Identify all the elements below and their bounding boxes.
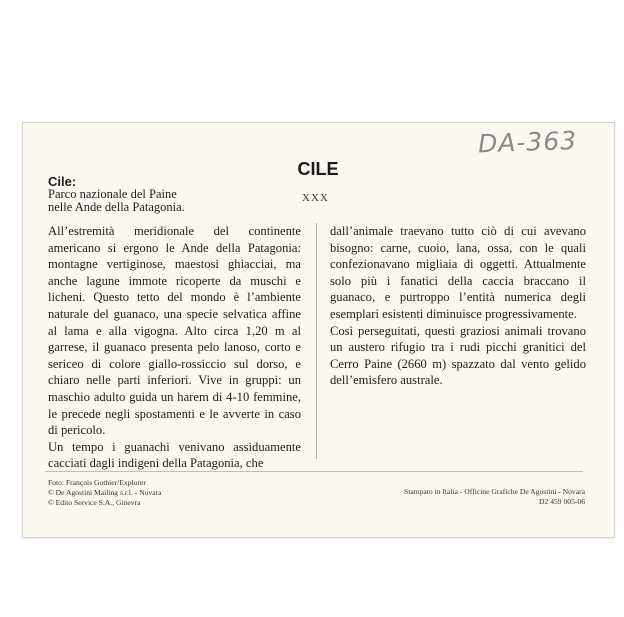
right-text-column [330,223,586,389]
printer-line: Stampato in Italia - Officine Grafiche De Agostini - Novara [404,487,585,496]
column-divider [316,223,317,459]
paragraph: Un tempo i guanachi venivano assiduamente cacciati dagli indigeni della Patagonia, che [48,439,301,471]
paragraph: dall’animale traevano tutto ciò di cui avevano bisogno: carne, cuoio, lana, ossa, con le quali confezionavano migliaia di oggetti. Attualmente solo più i fanatici della caccia braccano il guanaco, e purtroppo l’entità numerica degli esemplari esistenti diminuisce progressivamente. [330,224,586,321]
caption-line: Parco nazionale del Paine [48,187,177,201]
photo-credits [48,478,308,508]
paragraph: Così perseguitati, questi graziosi animali trovano un austero rifugio tra i rudi picchi granitici del Cerro Paine (2660 m) spazzato dal vento gelido dell’emisfero australe. [330,323,586,388]
caption-line: nelle Ande della Patagonia. [48,200,185,214]
postcard [22,122,615,538]
paragraph: All’estremità meridionale del continente americano si ergono le Ande della Patagonia: montagne vertiginose, maestosi ghiacciai, ma anche lagune immote ricoperte da muschi e licheni. Questo tetto del mondo è l’ambiente naturale del guanaco, una specie selvatica affine al lama e alla vigogna. Alto circa 1,20 m al garrese, il guanaco presenta pelo lanoso, corto e sericeo di colore giallo-rossiccio sul dorso, e chiaro nelle parti inferiori. Vive in gruppi: un maschio adulto guida un harem di 4-10 femmine, le precede negli spostamenti e le avverte in caso di pericolo. [48,224,301,438]
photo-caption [48,175,278,214]
page-title: CILE [297,159,339,179]
series-code: XXX [302,192,329,204]
credit-line: Foto: François Gothier/Explorer [48,478,146,487]
handwritten-code: DA-363 [477,125,578,159]
caption-heading: Cile: [48,174,77,189]
left-text-column [48,223,301,472]
footer-rule [45,471,583,472]
credit-line: © Edito Service S.A., Ginevra [48,498,141,507]
printer-code: D2 459 005-06 [539,497,585,506]
credit-line: © De Agostini Mailing s.r.l. - Novara [48,488,162,497]
printer-info [285,487,585,507]
